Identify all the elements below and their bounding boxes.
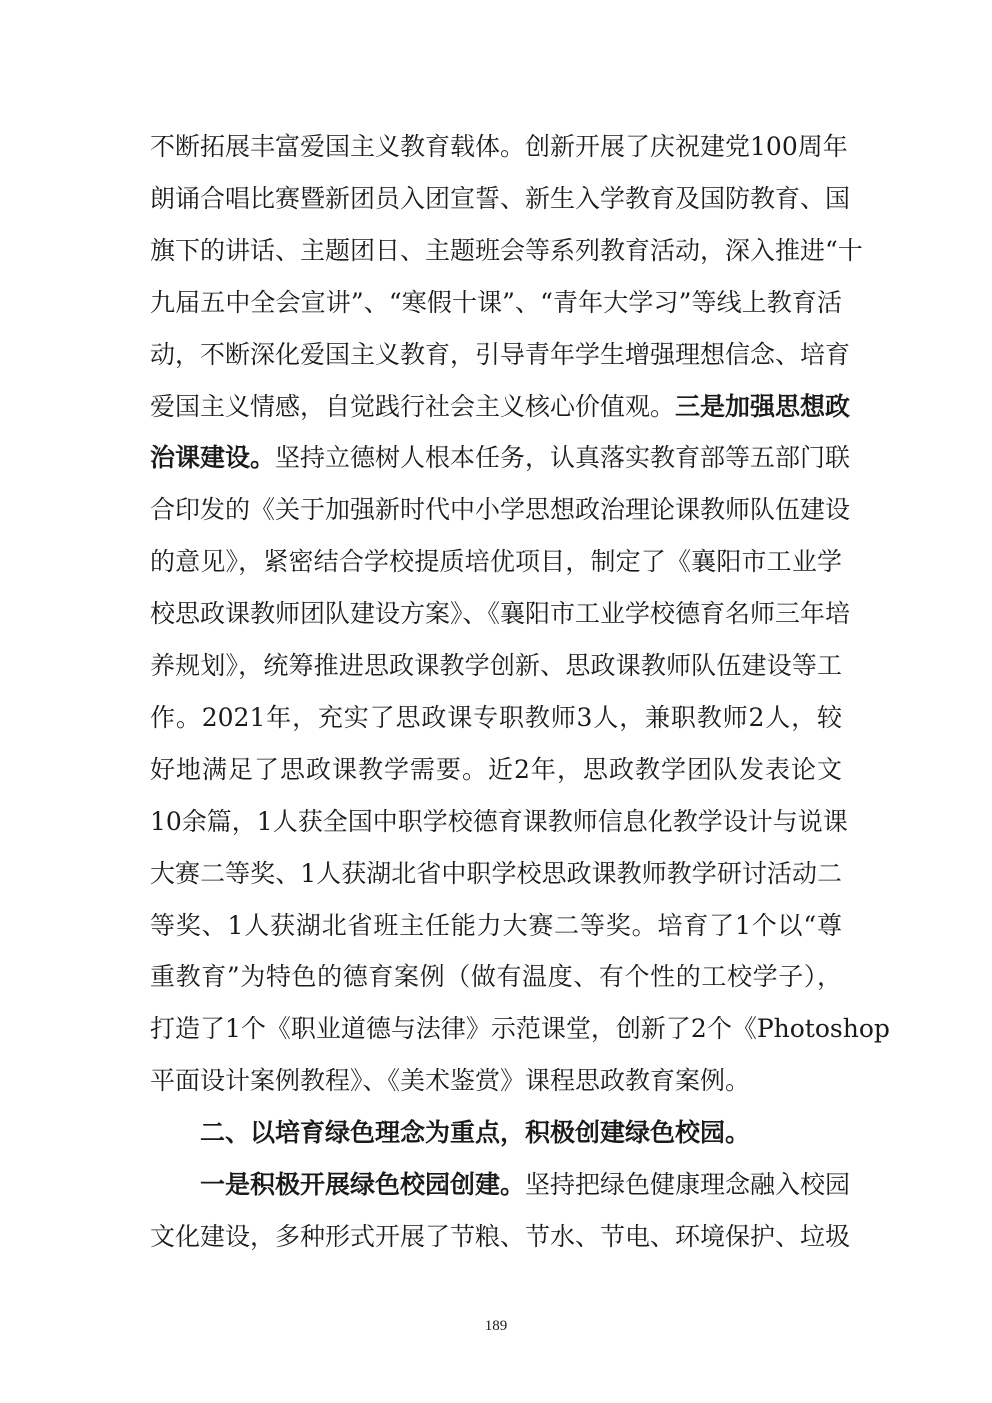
text-segment: 文化建设，多种形式开展了节粮、节水、节电、环境保护、垃圾 (150, 1221, 851, 1251)
text-segment: 坚持立德树人根本任务，认真落实教育部等五部门联 (275, 443, 851, 473)
text-line (150, 692, 842, 744)
text-segment: 等奖、1人获湖北省班主任能力大赛二等奖。培育了1个以“尊 (150, 910, 842, 940)
text-segment: 合印发的《关于加强新时代中小学思想政治理论课教师队伍建设 (150, 495, 851, 525)
text-line (150, 951, 842, 1003)
text-segment: 不断拓展丰富爱国主义教育载体。创新开展了庆祝建党100周年 (150, 132, 848, 161)
text-line (150, 1211, 851, 1263)
text-line (150, 900, 842, 952)
page-number: 189 (484, 1318, 508, 1334)
text-line (150, 1055, 842, 1107)
text-segment: 爱国主义情感，自觉践行社会主义核心价值观。 (150, 391, 676, 421)
text-segment: 作。2021年，充实了思政课专职教师3人，兼职教师2人，较 (150, 702, 842, 732)
text-segment: 好地满足了思政课教学需要。近2年，思政教学团队发表论文 (150, 754, 842, 784)
text-segment: 10余篇，1人获全国中职学校德育课教师信息化教学设计与说课 (150, 806, 848, 836)
text-segment: 朗诵合唱比赛暨新团员入团宣誓、新生入学教育及国防教育、国 (150, 183, 851, 213)
text-line (150, 329, 851, 381)
text-segment: 旗下的讲话、主题团日、主题班会等系列教育活动，深入推进“十 (150, 235, 863, 265)
text-line (150, 381, 851, 433)
text-segment: 九届五中全会宣讲”、“寒假十课”、“青年大学习”等线上教育活 (150, 287, 842, 317)
text-line (150, 640, 842, 692)
text-segment: 校思政课教师团队建设方案》、《襄阳市工业学校德育名师三年培 (150, 599, 851, 629)
text-line (150, 484, 851, 536)
text-segment: 坚持把绿色健康理念融入校园 (525, 1170, 851, 1199)
text-segment: 养规划》，统筹推进思政课教学创新、思政课教师队伍建设等工 (150, 651, 842, 680)
text-line (150, 744, 842, 796)
text-line (200, 1159, 851, 1211)
text-line (150, 432, 851, 484)
text-segment: 打造了1个《职业道德与法律》示范课堂，创新了2个《Photoshop (150, 1014, 890, 1044)
text-segment: 大赛二等奖、1人获湖北省中职学校思政课教师教学研讨活动二 (150, 858, 842, 888)
text-line (150, 173, 851, 225)
text-segment: 的意见》，紧密结合学校提质培优项目，制定了《襄阳市工业学 (150, 547, 842, 577)
text-line (150, 536, 842, 588)
bold-text: 二、以培育绿色理念为重点，积极创建绿色校园。 (200, 1118, 751, 1148)
text-line (150, 277, 842, 329)
text-line (150, 588, 851, 640)
bold-text: 治课建设。 (150, 443, 276, 473)
text-line (200, 1107, 842, 1159)
text-line (150, 848, 842, 900)
text-segment: 动，不断深化爱国主义教育，引导青年学生增强理想信念、培育 (150, 339, 851, 369)
text-segment: 重教育”为特色的德育案例（做有温度、有个性的工校学子）， (150, 962, 842, 992)
text-segment: 平面设计案例教程》、《美术鉴赏》课程思政教育案例。 (150, 1066, 751, 1096)
text-line (150, 121, 848, 173)
bold-text: 一是积极开展绿色校园创建。 (200, 1170, 526, 1199)
text-line (150, 1003, 890, 1055)
text-line (150, 796, 848, 848)
text-line (150, 225, 863, 277)
bold-text: 三是加强思想政 (675, 391, 851, 421)
